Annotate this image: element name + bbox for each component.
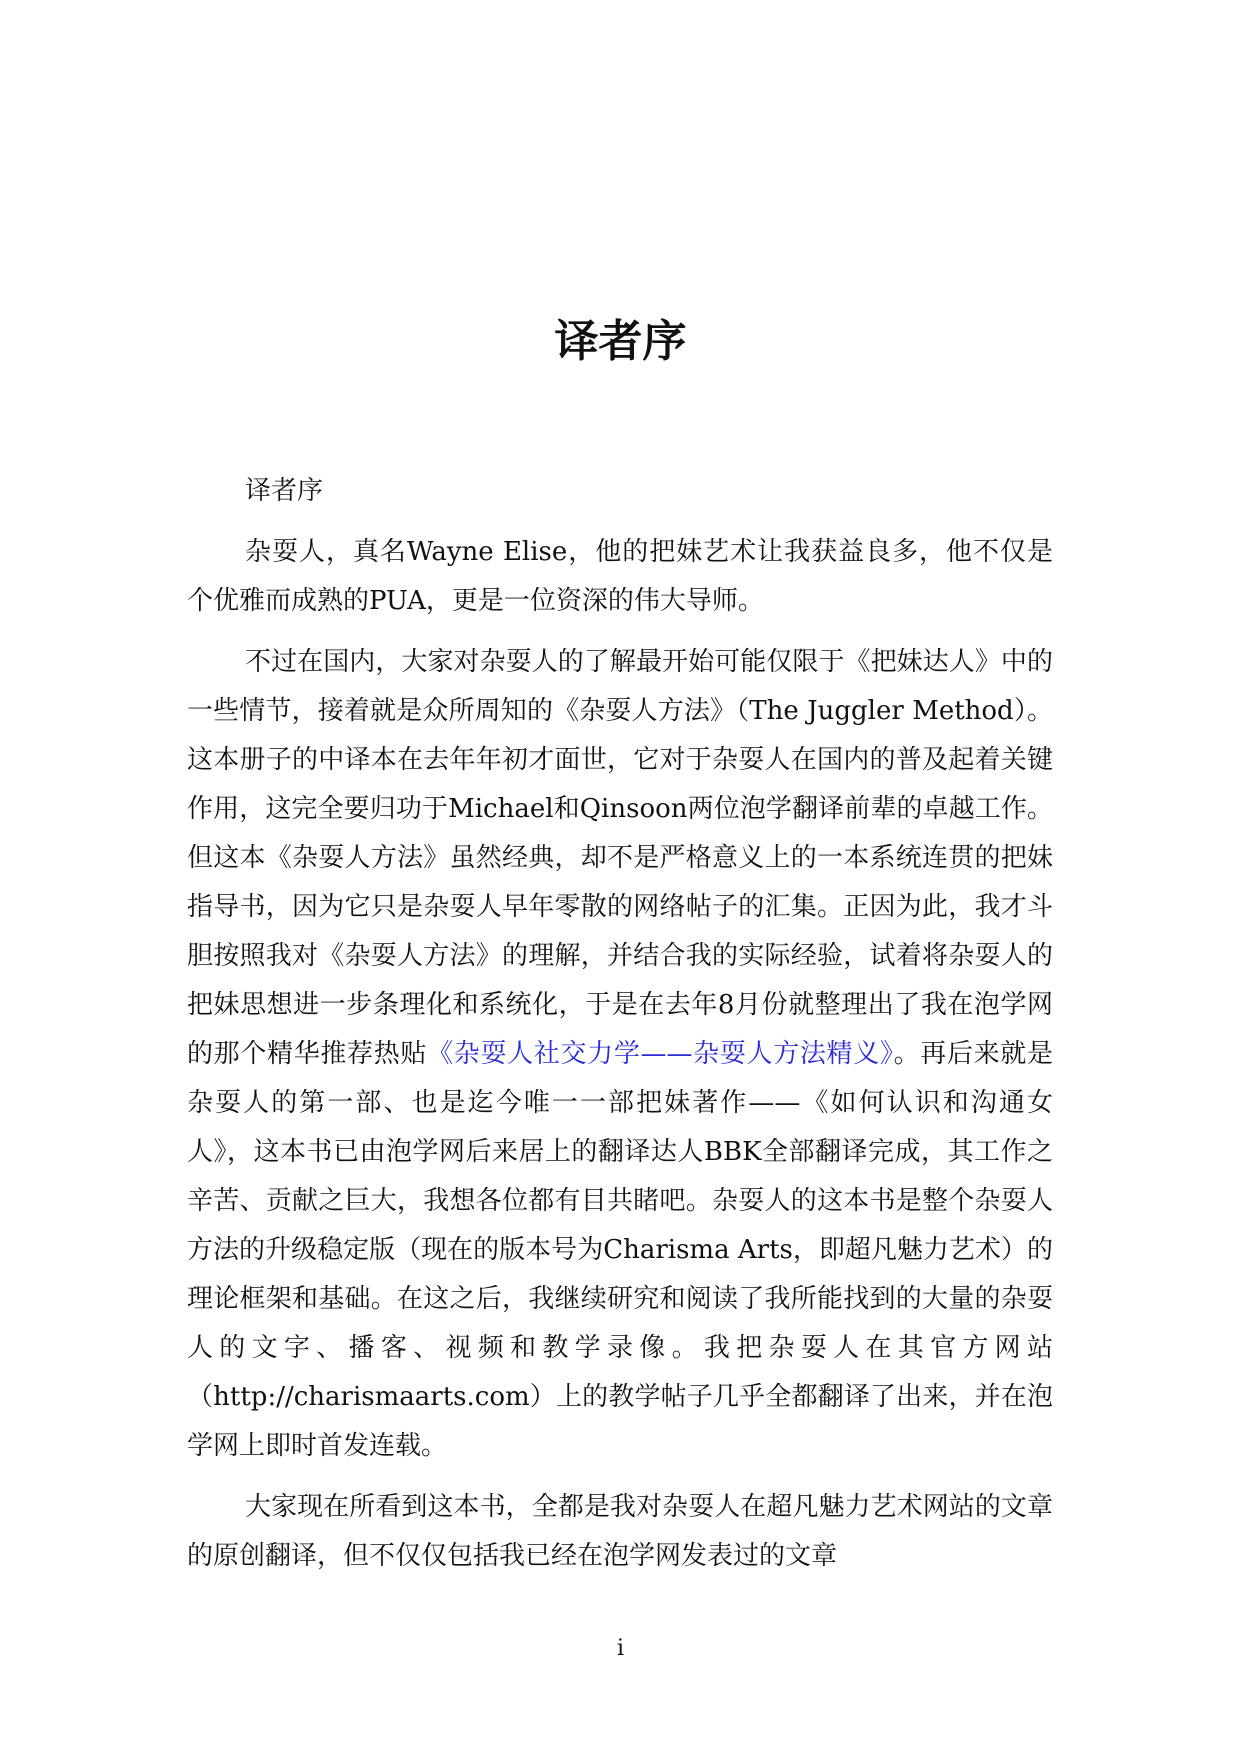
paragraph-heading: 译者序 [245, 476, 324, 506]
paragraph-about-book: 大家现在所看到这本书，全都是我对杂耍人在超凡魅力艺术网站的文章的原创翻译，但不仅仅包括我已经在泡学网发表过的文章 [187, 1492, 1053, 1571]
page-number: i [616, 1636, 625, 1661]
paragraph-intro: 杂耍人，真名Wayne Elise，他的把妹艺术让我获益良多，他不仅是个优雅而成熟的PUA，更是一位资深的伟大导师。 [187, 537, 1053, 616]
paragraph-background-text-end: 。再后来就是杂耍人的第一部、也是迄今唯一一部把妹著作——《如何认识和沟通女人》，这本书已由泡学网后来居上的翻译达人BBK全部翻译完成，其工作之辛苦、贡献之巨大，我想各位都有目共睹吧。杂耍人的这本书是整个杂耍人方法的升级稳定版（现在的版本号为Charisma Arts，即超凡魅力艺术）的理论框架和基础。在这之后，我继续研究和阅读了我所能找到的大量的杂耍人的文字、播客、视频和教学录像。我把杂耍人在其官方网站（http://charismaarts.com）上的教学帖子几乎全都翻译了出来，并在泡学网上即时首发连载。 [187, 1039, 1053, 1461]
body-text [187, 467, 1053, 1593]
page-title: 译者序 [554, 316, 687, 367]
paragraph-background-text-start: 不过在国内，大家对杂耍人的了解最开始可能仅限于《把妹达人》中的一些情节，接着就是众所周知的《杂耍人方法》（The Juggler Method）。这本册子的中译本在去年年初才面世，它对于杂耍人在国内的普及起着关键作用，这完全要归功于Michael和Qinsoon两位泡学翻译前辈的卓越工作。但这本《杂耍人方法》虽然经典，却不是严格意义上的一本系统连贯的把妹指导书，因为它只是杂耍人早年零散的网络帖子的汇集。正因为此，我才斗胆按照我对《杂耍人方法》的理解，并结合我的实际经验，试着将杂耍人的把妹思想进一步条理化和系统化，于是在去年8月份就整理出了我在泡学网的那个精华推荐热贴 [187, 647, 1053, 1069]
paragraph-background [187, 638, 1053, 1471]
hot-post-link[interactable]: 《杂耍人社交力学——杂耍人方法精义》 [427, 1039, 894, 1069]
